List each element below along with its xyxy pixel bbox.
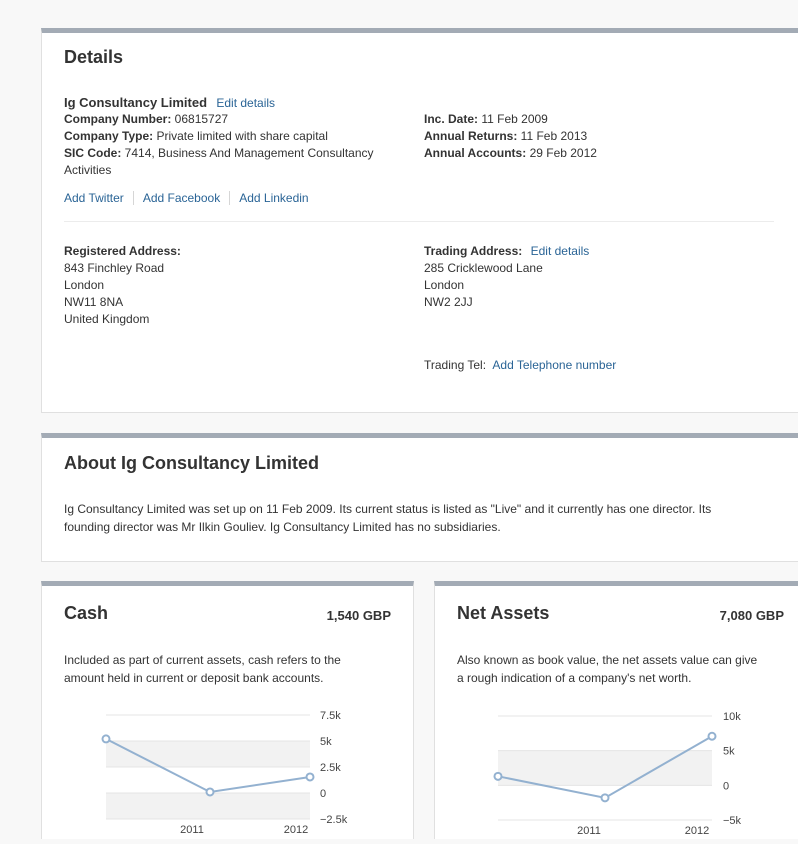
annual-accounts-label: Annual Accounts:: [424, 146, 527, 160]
add-linkedin-link[interactable]: Add Linkedin: [229, 191, 317, 205]
y-tick-label: 0: [320, 788, 327, 800]
net-assets-chart: [435, 704, 798, 844]
y-tick-label: −5k: [723, 815, 742, 827]
add-telephone-link[interactable]: Add Telephone number: [492, 358, 617, 372]
edit-details-link[interactable]: Edit details: [216, 96, 276, 110]
x-tick-label: 2011: [180, 824, 204, 836]
sic-code-label: SIC Code:: [64, 146, 122, 160]
net-assets-desc-line: Also known as book value, the net assets value can give: [457, 653, 758, 667]
about-title: About Ig Consultancy Limited: [64, 453, 319, 473]
net-assets-panel: [434, 581, 798, 839]
trading-address-label: Trading Address:: [424, 244, 523, 258]
trading-address-line: 285 Cricklewood Lane: [424, 261, 543, 275]
data-point: [495, 773, 502, 780]
cash-description: [64, 651, 341, 687]
registered-address: [64, 243, 181, 328]
company-name-row: [64, 94, 275, 112]
sic-code-continued: Activities: [64, 163, 112, 177]
trading-address-line: NW2 2JJ: [424, 295, 473, 309]
trading-tel-row: [424, 357, 616, 374]
net-assets-title: Net Assets: [457, 603, 550, 623]
about-panel: [41, 433, 798, 562]
annual-returns-row: [424, 128, 587, 145]
data-point: [207, 788, 214, 795]
data-point: [103, 735, 110, 742]
cash-title: Cash: [64, 603, 109, 623]
data-point: [709, 733, 716, 740]
x-tick-label: 2012: [283, 824, 309, 836]
y-tick-label: −2.5k: [320, 814, 348, 826]
about-text: [64, 500, 711, 536]
add-twitter-link[interactable]: Add Twitter: [64, 191, 124, 205]
company-number-label: Company Number:: [64, 112, 172, 126]
company-number-row: [64, 111, 228, 128]
y-tick-label: 2.5k: [320, 762, 341, 774]
cash-desc-line: Included as part of current assets, cash refers to the: [64, 653, 341, 667]
annual-returns-value: 11 Feb 2013: [517, 129, 588, 143]
about-text-line: founding director was Mr Ilkin Gouliev. Ig Consultancy Limited has no subsidiaries.: [64, 520, 501, 534]
company-type-row: [64, 128, 328, 145]
cash-desc-line: amount held in current or deposit bank accounts.: [64, 671, 324, 685]
section-divider: [64, 221, 774, 222]
registered-address-line: NW11 8NA: [64, 295, 124, 309]
trading-tel-label: Trading Tel:: [424, 358, 487, 372]
y-tick-label: 5k: [723, 745, 735, 758]
inc-date-label: Inc. Date:: [424, 112, 479, 126]
net-assets-description: [457, 651, 757, 687]
inc-date-row: [424, 111, 548, 128]
net-assets-amount: 7,080 GBP: [719, 608, 784, 623]
cash-chart: [42, 704, 413, 844]
sic-code-row: [64, 145, 374, 162]
data-point: [602, 794, 609, 801]
x-tick-label: 2011: [577, 825, 601, 837]
trading-address-line: London: [424, 278, 465, 292]
annual-accounts-value: 29 Feb 2012: [526, 146, 597, 160]
cash-amount: 1,540 GBP: [326, 608, 391, 623]
about-text-line: Ig Consultancy Limited was set up on 11 Feb 2009. Its current status is listed as "Live" and it currently has one director. Its: [64, 502, 712, 516]
company-type-value: Private limited with share capital: [153, 129, 328, 143]
y-tick-label: 7.5k: [320, 710, 341, 722]
edit-trading-address-link[interactable]: Edit details: [530, 244, 590, 258]
registered-address-label: Registered Address:: [64, 244, 181, 258]
add-facebook-link[interactable]: Add Facebook: [133, 191, 229, 205]
social-links: [64, 190, 318, 207]
trading-address: [424, 243, 589, 311]
annual-accounts-row: [424, 145, 597, 162]
y-tick-label: 10k: [723, 711, 741, 723]
registered-address-line: 843 Finchley Road: [64, 261, 165, 275]
inc-date-value: 11 Feb 2009: [478, 112, 548, 126]
details-panel: [41, 28, 798, 413]
y-tick-label: 5k: [320, 736, 332, 748]
registered-address-line: London: [64, 278, 105, 292]
sic-code-value: 7414, Business And Management Consultancy: [121, 146, 374, 160]
details-title: Details: [64, 47, 124, 67]
x-tick-label: 2012: [684, 825, 710, 837]
y-tick-label: 0: [723, 780, 730, 793]
company-number-value: 06815727: [171, 112, 229, 126]
data-point: [307, 773, 314, 780]
company-name: Ig Consultancy Limited: [64, 95, 208, 110]
registered-address-line: United Kingdom: [64, 312, 150, 326]
company-type-label: Company Type:: [64, 129, 154, 143]
chart-grid-band: [106, 793, 310, 819]
annual-returns-label: Annual Returns:: [424, 129, 518, 143]
cash-panel: [41, 581, 414, 839]
net-assets-desc-line: a rough indication of a company's net worth.: [457, 671, 692, 685]
